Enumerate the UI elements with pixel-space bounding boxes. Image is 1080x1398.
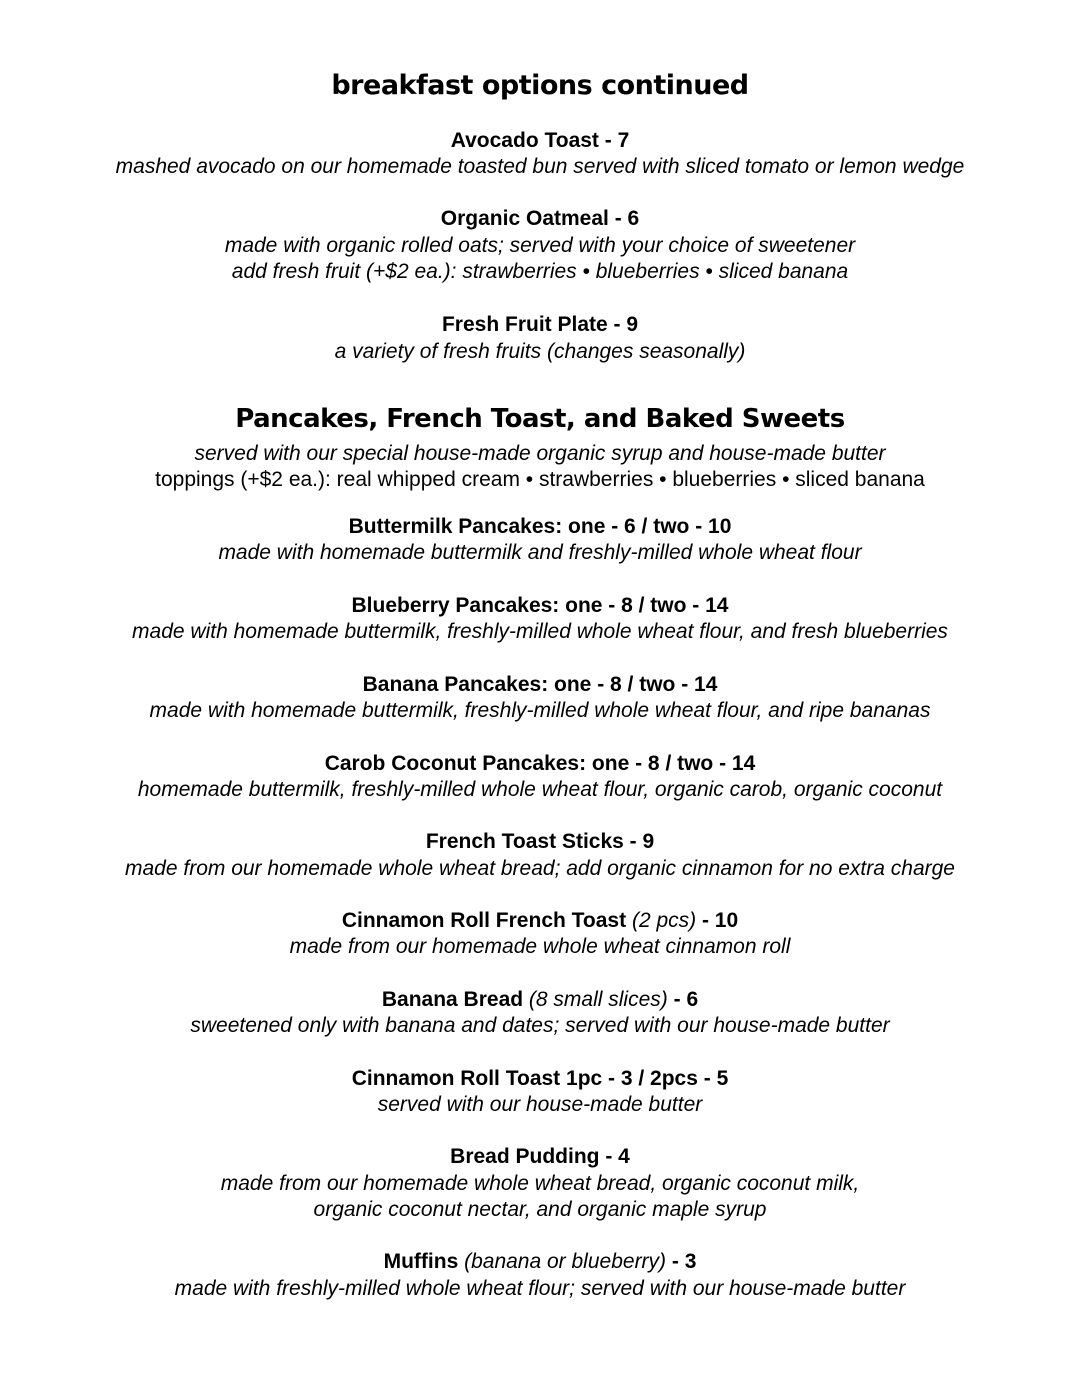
item-note: (banana or blueberry) bbox=[464, 1250, 667, 1273]
item-name: Muffins bbox=[383, 1250, 459, 1273]
item-title: Fresh Fruit Plate - 9 bbox=[441, 313, 639, 336]
item-title: Bread Pudding - 4 bbox=[450, 1145, 630, 1168]
item-description: made from our homemade whole wheat bread; add organic cinnamon for no extra charge bbox=[125, 857, 955, 880]
item-description: made from our homemade whole wheat bread, organic coconut milk, bbox=[220, 1172, 860, 1195]
item-description: served with our house-made butter bbox=[377, 1093, 703, 1116]
item-title: Buttermilk Pancakes: one - 6 / two - 10 bbox=[348, 515, 732, 538]
item-price: - 10 bbox=[701, 909, 739, 932]
item-description: a variety of fresh fruits (changes seasonally) bbox=[334, 340, 746, 363]
section-toppings: toppings (+$2 ea.): real whipped cream • strawberries • blueberries • sliced banana bbox=[155, 468, 925, 491]
item-description: organic coconut nectar, and organic maple syrup bbox=[313, 1198, 767, 1221]
item-price: - 6 bbox=[673, 988, 699, 1011]
item-name: Cinnamon Roll French Toast bbox=[341, 909, 627, 932]
item-description: made with homemade buttermilk, freshly-milled whole wheat flour, and fresh blueberries bbox=[132, 620, 948, 643]
item-title: Banana Pancakes: one - 8 / two - 14 bbox=[362, 673, 718, 696]
item-title: Carob Coconut Pancakes: one - 8 / two - 14 bbox=[324, 752, 756, 775]
item-name: Banana Bread bbox=[381, 988, 524, 1011]
item-description: made with freshly-milled whole wheat flour; served with our house-made butter bbox=[174, 1277, 906, 1300]
item-description: homemade buttermilk, freshly-milled whole wheat flour, organic carob, organic coconut bbox=[137, 778, 943, 801]
item-description: made with homemade buttermilk, freshly-milled whole wheat flour, and ripe bananas bbox=[149, 699, 931, 722]
item-description: mashed avocado on our homemade toasted bun served with sliced tomato or lemon wedge bbox=[115, 155, 965, 178]
item-note: (2 pcs) bbox=[631, 909, 697, 932]
item-description: made from our homemade whole wheat cinnamon roll bbox=[289, 935, 791, 958]
item-title: Organic Oatmeal - 6 bbox=[440, 207, 640, 230]
item-price: - 3 bbox=[671, 1250, 697, 1273]
item-title: Blueberry Pancakes: one - 8 / two - 14 bbox=[351, 594, 729, 617]
item-description: made with organic rolled oats; served with your choice of sweetener bbox=[224, 234, 856, 257]
item-title bbox=[0, 908, 1080, 934]
item-title: Avocado Toast - 7 bbox=[450, 129, 630, 152]
item-description: made with homemade buttermilk and freshly-milled whole wheat flour bbox=[218, 541, 862, 564]
item-title: Cinnamon Roll Toast 1pc - 3 / 2pcs - 5 bbox=[351, 1067, 729, 1090]
item-title bbox=[0, 1249, 1080, 1275]
item-title: French Toast Sticks - 9 bbox=[425, 830, 655, 853]
item-description: sweetened only with banana and dates; served with our house-made butter bbox=[190, 1014, 890, 1037]
item-note: (8 small slices) bbox=[528, 988, 668, 1011]
item-title bbox=[0, 987, 1080, 1013]
section-intro: served with our special house-made organic syrup and house-made butter bbox=[194, 442, 886, 465]
section-heading-pancakes: Pancakes, French Toast, and Baked Sweets bbox=[235, 404, 845, 434]
item-description: add fresh fruit (+$2 ea.): strawberries • blueberries • sliced banana bbox=[231, 260, 849, 283]
section-heading-breakfast: breakfast options continued bbox=[331, 70, 749, 101]
